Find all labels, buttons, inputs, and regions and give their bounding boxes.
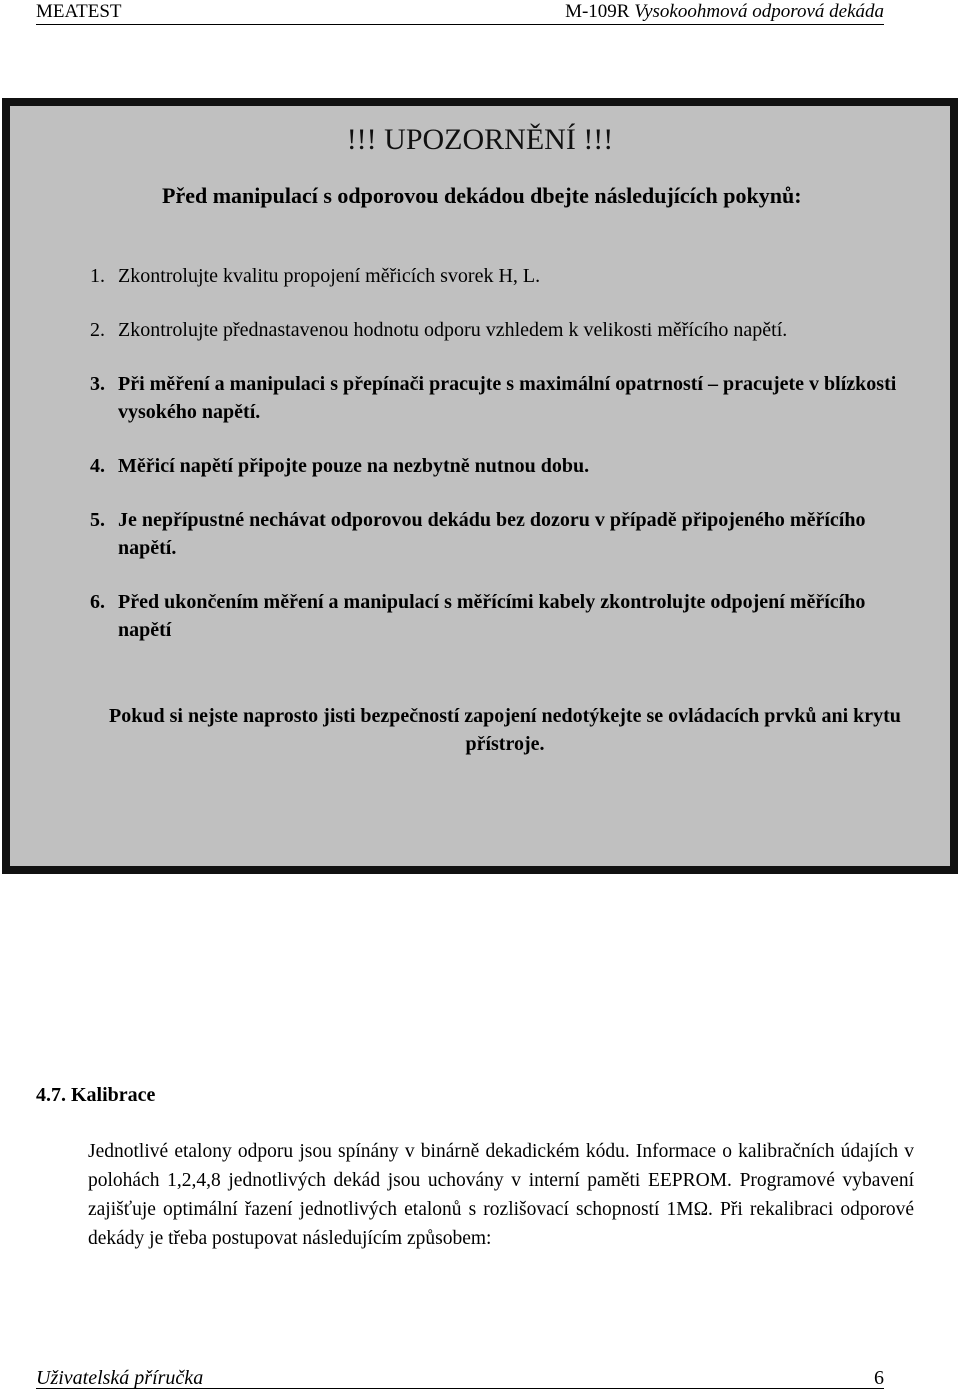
- warning-item-number: 3.: [90, 373, 105, 395]
- warning-item-number: 2.: [90, 319, 105, 341]
- page-header-right: [565, 0, 884, 24]
- warning-item: [90, 506, 910, 562]
- page-footer-left: Uživatelská příručka: [36, 1367, 204, 1389]
- warning-box: [2, 98, 958, 874]
- warning-item-number: 1.: [90, 265, 105, 287]
- warning-footer: Pokud si nejste naprosto jisti bezpečností zapojení nedotýkejte se ovládacích prvků ani krytu přístroje.: [109, 705, 901, 755]
- section-body: [36, 1137, 914, 1253]
- warning-item-text: Před ukončením měření a manipulací s měřícími kabely zkontrolujte odpojení měřícího napětí: [118, 591, 866, 641]
- warning-item-text: Měřicí napětí připojte pouze na nezbytně nutnou dobu.: [118, 455, 590, 477]
- page-header-left: MEATEST: [36, 1, 122, 22]
- warning-list: [90, 262, 910, 670]
- warning-item-text: Při měření a manipulaci s přepínači pracujte s maximální opatrností – pracujete v blízkosti vysokého napětí.: [118, 373, 897, 423]
- warning-item-number: 4.: [90, 455, 105, 477]
- section-paragraph: Jednotlivé etalony odporu jsou spínány v binárně dekadickém kódu. Informace o kalibračních údajích v polohách 1,2,4,8 jednotlivých dekád jsou uchovány v interní paměti EEPROM. Programové vybavení zajišťuje optimální řazení jednotlivých etalonů s rozlišovací schopností 1MΩ. Při rekalibraci odporové dekády je třeba postupovat následujícím způsobem:: [88, 1141, 914, 1249]
- warning-item: [90, 262, 910, 290]
- warning-title: !!! UPOZORNĚNÍ !!!: [346, 123, 614, 156]
- page-number: 6: [874, 1367, 884, 1389]
- header-product-name: Vysokoohmová odporová dekáda: [634, 1, 884, 22]
- warning-item: [90, 370, 910, 426]
- warning-item-text: Zkontrolujte přednastavenou hodnotu odporu vzhledem k velikosti měřícího napětí.: [118, 319, 788, 341]
- warning-item-text: Zkontrolujte kvalitu propojení měřicích svorek H, L.: [118, 265, 541, 287]
- warning-item-text: Je nepřípustné nechávat odporovou dekádu bez dozoru v případě připojeného měřícího napětí.: [118, 509, 866, 559]
- header-rule: [36, 24, 884, 25]
- section-heading: 4.7. Kalibrace: [36, 1084, 156, 1106]
- warning-item: [90, 588, 910, 644]
- warning-item: [90, 452, 910, 480]
- warning-intro: Před manipulací s odporovou dekádou dbejte následujících pokynů:: [162, 183, 802, 208]
- header-model: M-109R: [565, 1, 635, 22]
- warning-item: [90, 316, 910, 344]
- warning-item-number: 5.: [90, 509, 105, 531]
- warning-item-number: 6.: [90, 591, 105, 613]
- footer-rule: [36, 1388, 884, 1389]
